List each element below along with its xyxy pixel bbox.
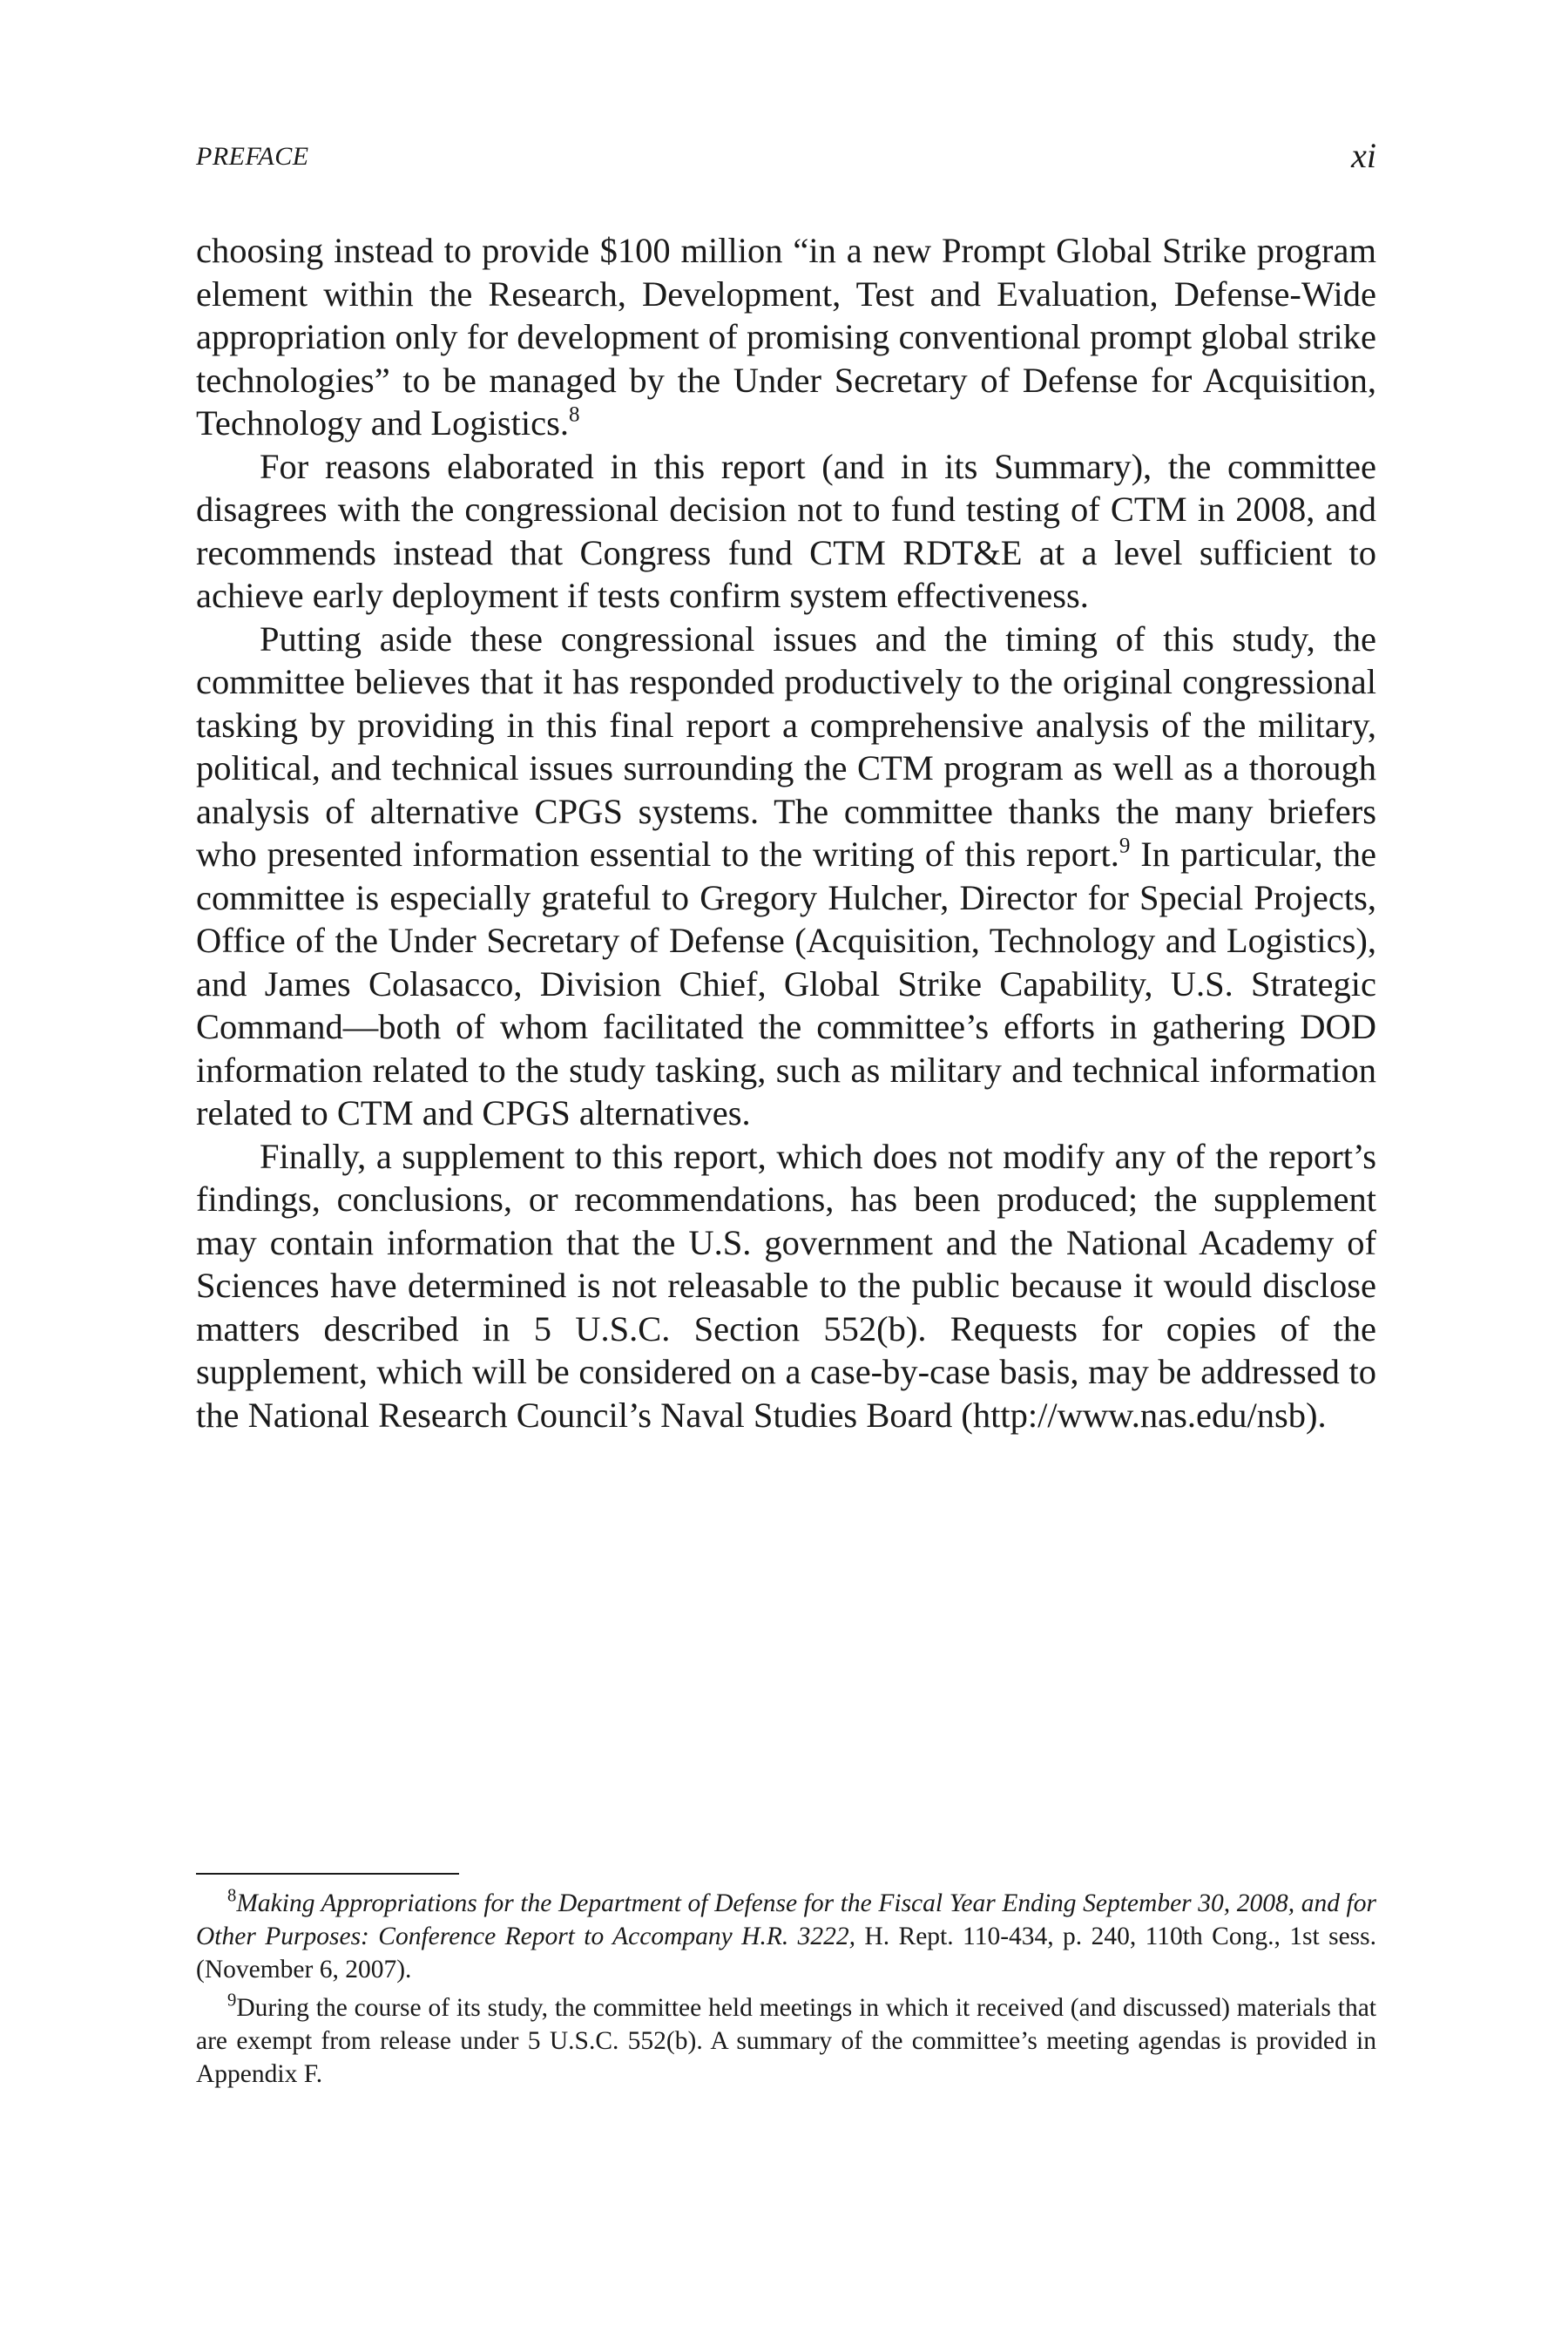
- footnote-9-text: During the course of its study, the committee held meetings in which it received (and discussed) materials that are exempt from release under 5 U.S.C. 552(b). A summary of the committee’s meeting agendas is provided in Appendix F.: [196, 1994, 1376, 2088]
- body-text: [196, 229, 1376, 1436]
- page-number: xi: [1351, 136, 1376, 175]
- paragraph-3-text-b: In particular, the committee is especially grateful to Gregory Hulcher, Director for Special Projects, Office of the Under Secretary of Defense (Acquisition, Technology and Logistics), and James Colasacco, Division Chief, Global Strike Capability, U.S. Strategic Command—both of whom facilitated the committee’s efforts in gathering DOD information related to the study tasking, such as military and technical information related to CTM and CPGS alternatives.: [196, 835, 1376, 1132]
- footnote-rule: [196, 1873, 459, 1875]
- footnote-8-citation: H. Rept. 110-434, p. 240, 110th Cong., 1st sess. (November 6, 2007).: [196, 1923, 1376, 1984]
- footnote-8: [196, 1887, 1376, 1986]
- footnote-ref-8: 8: [568, 402, 580, 427]
- paragraph-1: [196, 229, 1376, 445]
- page: [196, 135, 1376, 1436]
- footnote-8-title: Making Appropriations for the Department of Defense for the Fiscal Year Ending September 30, 2008, and for Other Purposes: Conference Report to Accompany H.R. 3222,: [196, 1889, 1376, 1950]
- paragraph-2: For reasons elaborated in this report (and in its Summary), the committee disagrees with the congressional decision not to fund testing of CTM in 2008, and recommends instead that Congress fund CTM RDT&E at a level sufficient to achieve early deployment if tests confirm system effectiveness.: [196, 446, 1376, 615]
- footnote-8-mark: 8: [227, 1886, 237, 1906]
- footnote-9: [196, 1991, 1376, 2091]
- paragraph-4: Finally, a supplement to this report, which does not modify any of the report’s findings, conclusions, or recommendations, has been produced; the supplement may contain information that the U.S. government and the National Academy of Sciences have determined is not releasable to the public because it would disclose matters described in 5 U.S.C. Section 552(b). Requests for copies of the supplement, which will be considered on a case-by-case basis, may be addressed to the National Research Council’s Naval Studies Board (http://www.nas.edu/nsb).: [196, 1136, 1376, 1435]
- running-head: [196, 135, 1376, 187]
- footnote-9-mark: 9: [227, 1990, 237, 2011]
- paragraph-1-text: choosing instead to provide $100 million “in a new Prompt Global Strike program element within the Research, Development, Test and Evaluation, Defense-Wide appropriation only for development of promising conventional prompt global strike technologies” to be managed by the Under Secretary of Defense for Acquisition, Technology and Logistics.: [196, 231, 1376, 443]
- paragraph-3-text-a: Putting aside these congressional issues and the timing of this study, the committee believes that it has responded productively to the original congressional tasking by providing in this final report a comprehensive analysis of the military, political, and technical issues surrounding the CTM program as well as a thorough analysis of alternative CPGS systems. The committee thanks the many briefers who presented information essential to the writing of this report.: [196, 618, 1376, 874]
- paragraph-3: [196, 618, 1376, 1135]
- footnotes: [196, 1873, 1376, 2096]
- running-head-section: PREFACE: [196, 142, 309, 171]
- footnote-ref-9: 9: [1119, 834, 1131, 858]
